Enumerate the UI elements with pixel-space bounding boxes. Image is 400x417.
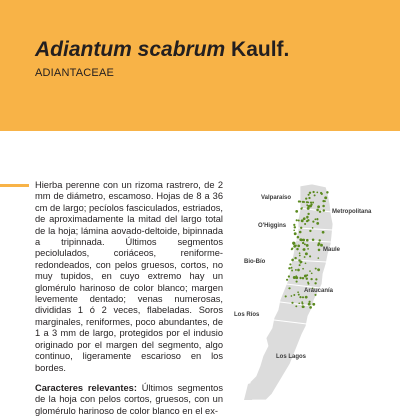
map-label-ohiggins: O'Higgins: [258, 223, 287, 229]
occurrence-dot: [314, 294, 316, 296]
occurrence-dot: [305, 262, 307, 264]
occurrence-dot: [309, 270, 311, 272]
occurrence-dot: [307, 202, 309, 204]
occurrence-dot: [305, 252, 308, 255]
occurrence-dot: [305, 296, 308, 299]
occurrence-dot: [312, 221, 314, 223]
occurrence-dot: [298, 302, 300, 304]
occurrence-dot: [291, 259, 294, 262]
occurrence-dot: [317, 257, 319, 259]
occurrence-dot: [288, 267, 290, 269]
occurrence-dot: [317, 268, 320, 271]
occurrence-dot: [299, 277, 301, 279]
occurrence-dot: [295, 305, 297, 307]
map-label-maule: Maule: [323, 247, 341, 253]
occurrence-dot: [306, 204, 308, 206]
occurrence-dot: [299, 296, 301, 298]
occurrence-dot: [300, 208, 302, 210]
occurrence-dot: [291, 302, 293, 304]
occurrence-dot: [297, 269, 300, 272]
map-label-los-lagos: Los Lagos: [276, 354, 307, 360]
occurrence-dot: [297, 236, 300, 239]
occurrence-dot: [299, 255, 301, 257]
occurrence-dot: [296, 219, 298, 221]
family-name: ADIANTACEAE: [35, 67, 115, 79]
occurrence-dot: [305, 197, 307, 199]
occurrence-dot: [321, 193, 323, 195]
occurrence-dot: [306, 217, 308, 219]
occurrence-dot: [296, 281, 298, 283]
relevant-characters-text: Últimos segmentos de la hoja con pelos cortos, gruesos, con un glomérulo harinoso de color blanco en el ex-: [35, 382, 223, 416]
occurrence-dot: [299, 252, 301, 254]
occurrence-dot: [299, 201, 301, 203]
occurrence-dot: [308, 303, 311, 306]
title-banner: [0, 0, 400, 131]
occurrence-dot: [309, 301, 311, 303]
occurrence-dot: [291, 270, 293, 272]
occurrence-dot: [306, 239, 309, 242]
occurrence-dot: [326, 191, 328, 193]
occurrence-dot: [302, 296, 304, 298]
occurrence-dot: [312, 227, 314, 229]
occurrence-dot: [307, 248, 309, 250]
occurrence-dot: [294, 232, 297, 235]
map-label-metropolitana: Metropolitana: [332, 209, 372, 215]
occurrence-dot: [298, 259, 300, 261]
occurrence-dot: [302, 268, 304, 270]
occurrence-dot: [310, 202, 312, 204]
occurrence-dot: [315, 268, 317, 270]
occurrence-dot: [314, 218, 316, 220]
occurrence-dot: [318, 242, 321, 245]
occurrence-dot: [301, 219, 304, 222]
occurrence-dot: [302, 277, 304, 279]
occurrence-dot: [316, 209, 319, 212]
occurrence-dot: [286, 279, 288, 281]
occurrence-dot: [308, 194, 310, 196]
map-label-valparaiso: Valparaíso: [261, 195, 292, 201]
species-title: [35, 38, 289, 62]
occurrence-dot: [304, 275, 307, 278]
occurrence-dot: [288, 275, 290, 277]
occurrence-dot: [316, 222, 319, 225]
occurrence-dot: [312, 303, 315, 306]
occurrence-dot: [307, 207, 310, 210]
map-label-biobio: Bio-Bío: [244, 259, 266, 265]
occurrence-dot: [300, 227, 302, 229]
species-author: Kaulf.: [231, 38, 290, 61]
occurrence-dot: [303, 248, 305, 250]
occurrence-dot: [309, 306, 312, 309]
occurrence-dot: [291, 267, 293, 269]
occurrence-dot: [312, 239, 315, 242]
occurrence-dot: [292, 242, 295, 245]
occurrence-dot: [307, 282, 309, 284]
occurrence-dot: [310, 278, 312, 280]
occurrence-dot: [319, 239, 321, 241]
map-label-los-rios: Los Ríos: [234, 312, 260, 318]
occurrence-dot: [298, 294, 300, 296]
occurrence-dot: [303, 306, 305, 308]
occurrence-dot: [295, 275, 297, 277]
occurrence-dot: [317, 205, 320, 208]
occurrence-dot: [306, 278, 308, 280]
occurrence-dot: [309, 192, 311, 194]
occurrence-dot: [315, 278, 317, 280]
occurrence-dot: [293, 229, 295, 231]
occurrence-dot: [299, 231, 302, 234]
occurrence-dot: [304, 243, 306, 245]
occurrence-dot: [289, 287, 291, 289]
occurrence-dot: [311, 272, 313, 274]
occurrence-dot: [312, 191, 314, 193]
occurrence-dot: [304, 256, 306, 258]
map-label-araucania: Araucanía: [304, 288, 334, 294]
occurrence-dot: [303, 217, 305, 219]
occurrence-dot: [294, 257, 296, 259]
occurrence-dot: [291, 295, 293, 297]
occurrence-dot: [293, 294, 295, 296]
occurrence-dot: [295, 269, 297, 271]
occurrence-dot: [301, 301, 303, 303]
occurrence-dot: [304, 223, 306, 225]
occurrence-dot: [316, 218, 318, 220]
occurrence-dot: [295, 210, 298, 213]
occurrence-dot: [324, 196, 327, 199]
occurrence-dot: [294, 226, 296, 228]
occurrence-dot: [302, 242, 304, 244]
occurrence-dot: [309, 230, 311, 232]
occurrence-dot: [297, 245, 300, 248]
occurrence-dot: [302, 239, 305, 242]
occurrence-dot: [296, 248, 298, 250]
occurrence-dot: [314, 194, 316, 196]
occurrence-dot: [322, 231, 325, 234]
species-description: [35, 180, 223, 417]
occurrence-dot: [285, 295, 287, 297]
occurrence-dot: [289, 263, 291, 265]
occurrence-dot: [311, 204, 313, 206]
occurrence-dot: [306, 220, 308, 222]
occurrence-dot: [317, 245, 319, 247]
relevant-characters-label: Caracteres relevantes:: [35, 382, 137, 393]
occurrence-dot: [295, 245, 297, 247]
occurrence-dot: [306, 244, 309, 247]
occurrence-dot: [314, 282, 316, 284]
occurrence-dot: [316, 192, 318, 194]
occurrence-dot: [299, 264, 301, 266]
occurrence-dot: [319, 211, 321, 213]
occurrence-dot: [308, 197, 310, 199]
occurrence-dot: [323, 209, 325, 211]
occurrence-dot: [291, 248, 293, 250]
occurrence-dot: [303, 201, 305, 203]
occurrence-dot: [322, 205, 325, 208]
occurrence-dot: [307, 213, 309, 215]
occurrence-dot: [300, 262, 302, 264]
occurrence-dot: [298, 219, 300, 221]
occurrence-dot: [309, 255, 311, 257]
occurrence-dot: [297, 291, 299, 293]
distribution-map: [230, 178, 400, 400]
occurrence-dot: [312, 202, 314, 204]
description-paragraph: Hierba perenne con un rizoma rastrero, de 2 mm de diámetro, escamoso. Hojas de 8 a 36 cm de largo; pecíolos fasciculados, estriados, de aproximadamente la mitad del largo total de la hoja; lámina aovado-deltoide, bipinnada a tripinnada. Últimos segmentos peciolulados, coriáceos, reniforme-redondeados, con pelos gruesos, cortos, no muy tupidos, en cuyo extremo hay un glomérulo harinoso de color blanco; margen levemente dentado; venas numerosas, divididas 1 ó 2 veces, flabeladas. Soros marginales, reniformes, poco abundantes, de 1 a 3 mm de largo, protegidos por el indusio originado por el margen del segmento, algo continuo, ligeramente escarioso en los bordes.: [35, 180, 223, 373]
occurrence-dot: [324, 200, 326, 202]
species-name: Adiantum scabrum: [35, 38, 226, 61]
occurrence-dot: [318, 249, 321, 252]
occurrence-dot: [293, 224, 295, 226]
section-accent-bar: [0, 184, 29, 187]
